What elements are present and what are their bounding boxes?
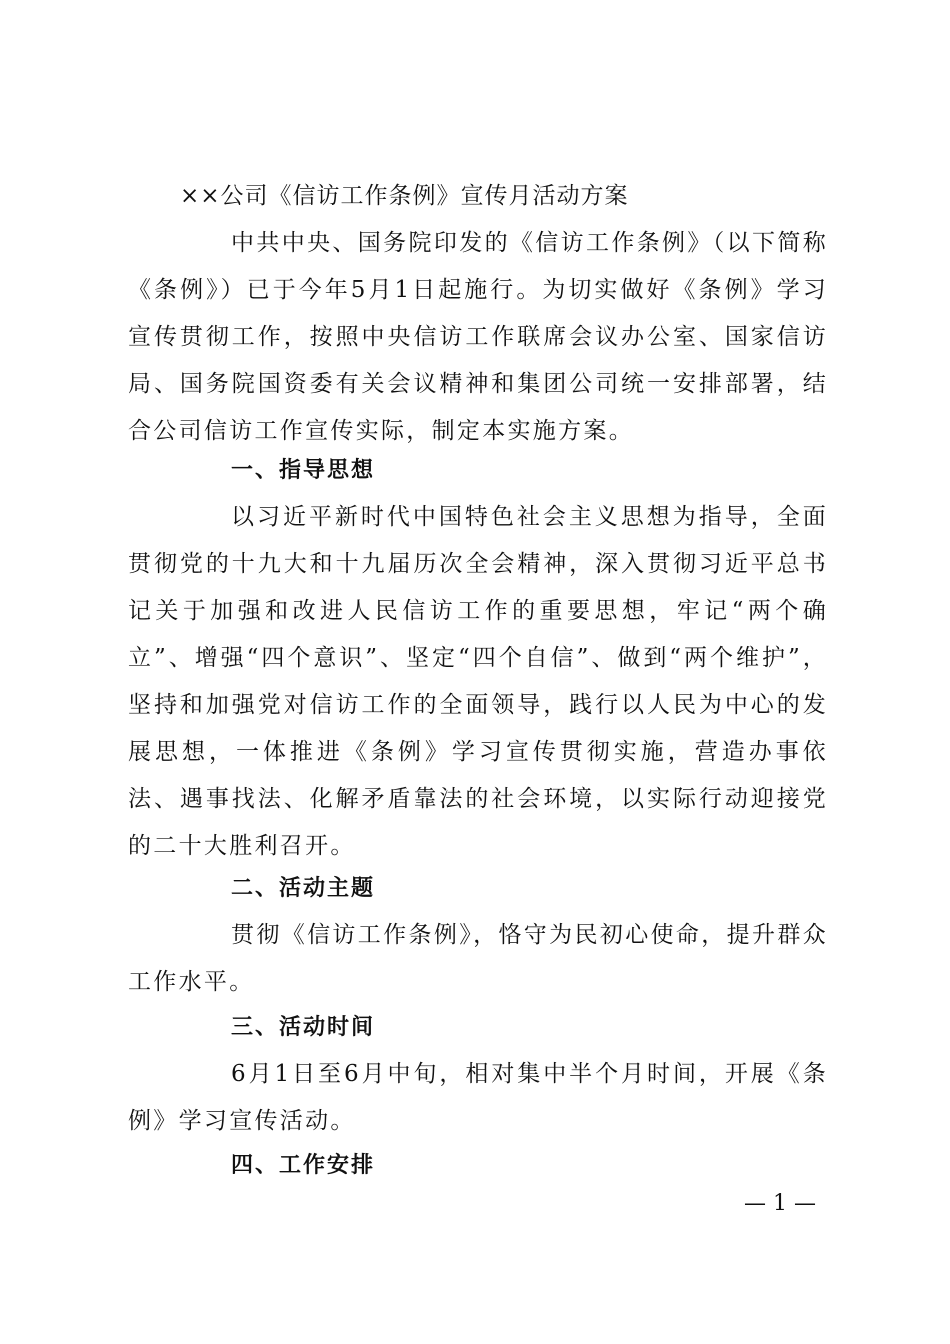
section-heading-activity-theme: 二、活动主题 bbox=[231, 876, 376, 901]
section-body-activity-theme: 贯彻《信访工作条例》，恪守为民初心使命，提升群众工作水平。 bbox=[128, 922, 828, 995]
document-title: ××公司《信访工作条例》宣传月活动方案 bbox=[180, 183, 629, 209]
section-heading-work-arrangement: 四、工作安排 bbox=[231, 1153, 376, 1178]
section-heading-activity-time: 三、活动时间 bbox=[231, 1015, 376, 1040]
section-body-guiding-ideology: 以习近平新时代中国特色社会主义思想为指导，全面贯彻党的十九大和十九届历次全会精神，深入贯彻习近平总书记关于加强和改进人民信访工作的重要思想，牢记“两个确立”、增强“四个意识”、坚定“四个自信”、做到“两个维护”，坚持和加强党对信访工作的全面领导，践行以人民为中心的发展思想，一体推进《条例》学习宣传贯彻实施，营造办事依法、遇事找法、化解矛盾靠法的社会环境，以实际行动迎接党的二十大胜利召开。 bbox=[128, 504, 828, 859]
section-heading-guiding-ideology: 一、指导思想 bbox=[231, 458, 376, 483]
intro-paragraph: 中共中央、国务院印发的《信访工作条例》（以下简称《条例》）已于今年5月1日起施行。为切实做好《条例》学习宣传贯彻工作，按照中央信访工作联席会议办公室、国家信访局、国务院国资委有关会议精神和集团公司统一安排部署，结合公司信访工作宣传实际，制定本实施方案。 bbox=[128, 230, 828, 444]
page-number: — 1 — bbox=[744, 1191, 816, 1216]
section-body-activity-time: 6月1日至6月中旬，相对集中半个月时间，开展《条例》学习宣传活动。 bbox=[128, 1061, 828, 1134]
